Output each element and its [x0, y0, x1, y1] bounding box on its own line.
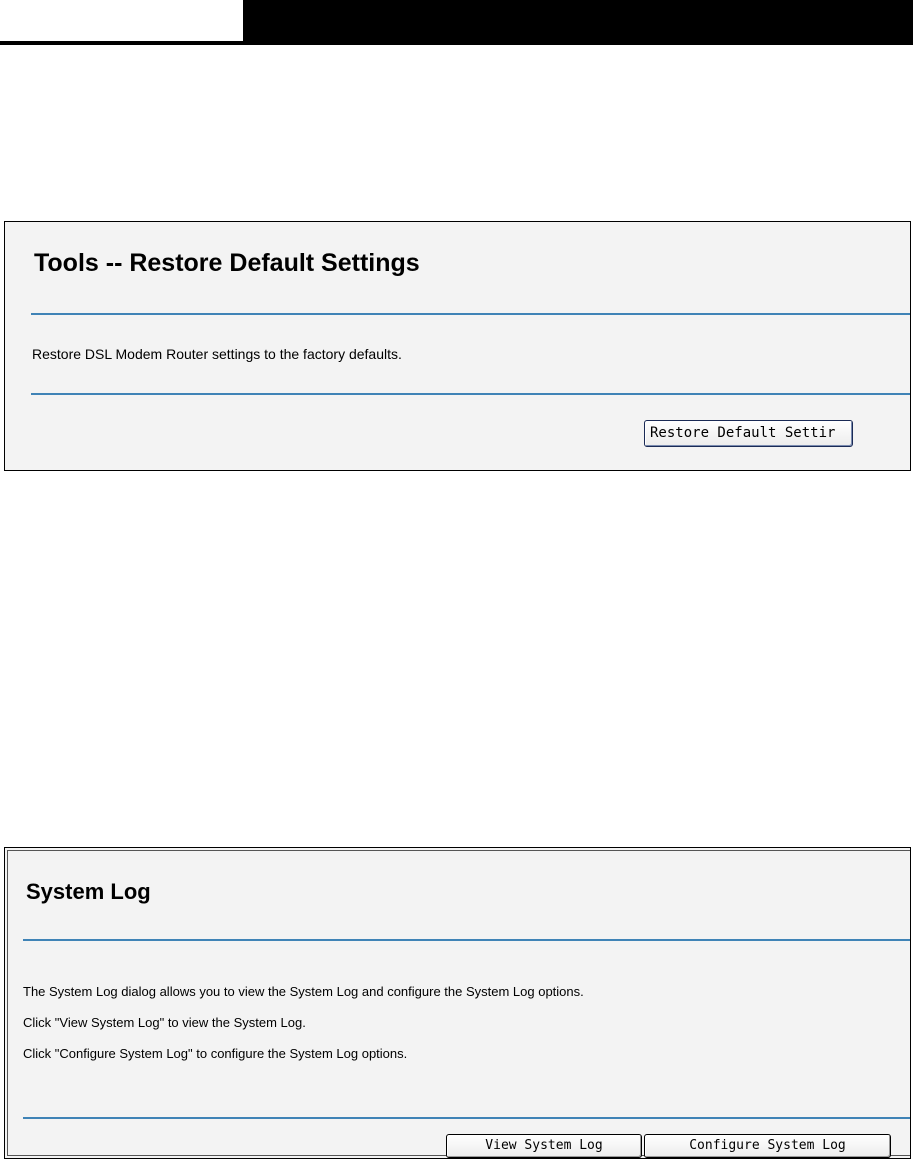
restore-default-settings-button[interactable]: Restore Default Settir: [644, 420, 853, 447]
system-log-description: The System Log dialog allows you to view the System Log and configure the System Log options.: [23, 984, 584, 999]
configure-log-instruction: Click "Configure System Log" to configure the System Log options.: [23, 1046, 408, 1061]
view-log-instruction: Click "View System Log" to view the System Log.: [23, 1015, 306, 1030]
restore-default-settings-panel: [4, 221, 911, 471]
footer-divider: [23, 1117, 910, 1119]
page-title: Tools -- Restore Default Settings: [34, 249, 420, 277]
title-divider: [23, 939, 910, 941]
view-system-log-button[interactable]: View System Log: [446, 1134, 642, 1158]
restore-description: Restore DSL Modem Router settings to the factory defaults.: [32, 346, 402, 362]
configure-system-log-button[interactable]: Configure System Log: [644, 1134, 891, 1158]
system-log-panel: [4, 847, 911, 1159]
footer-divider: [31, 393, 910, 395]
page-header-rule: [0, 41, 913, 45]
title-divider: [31, 313, 910, 315]
page-header-bar: [243, 0, 913, 41]
page-title: System Log: [26, 879, 151, 904]
